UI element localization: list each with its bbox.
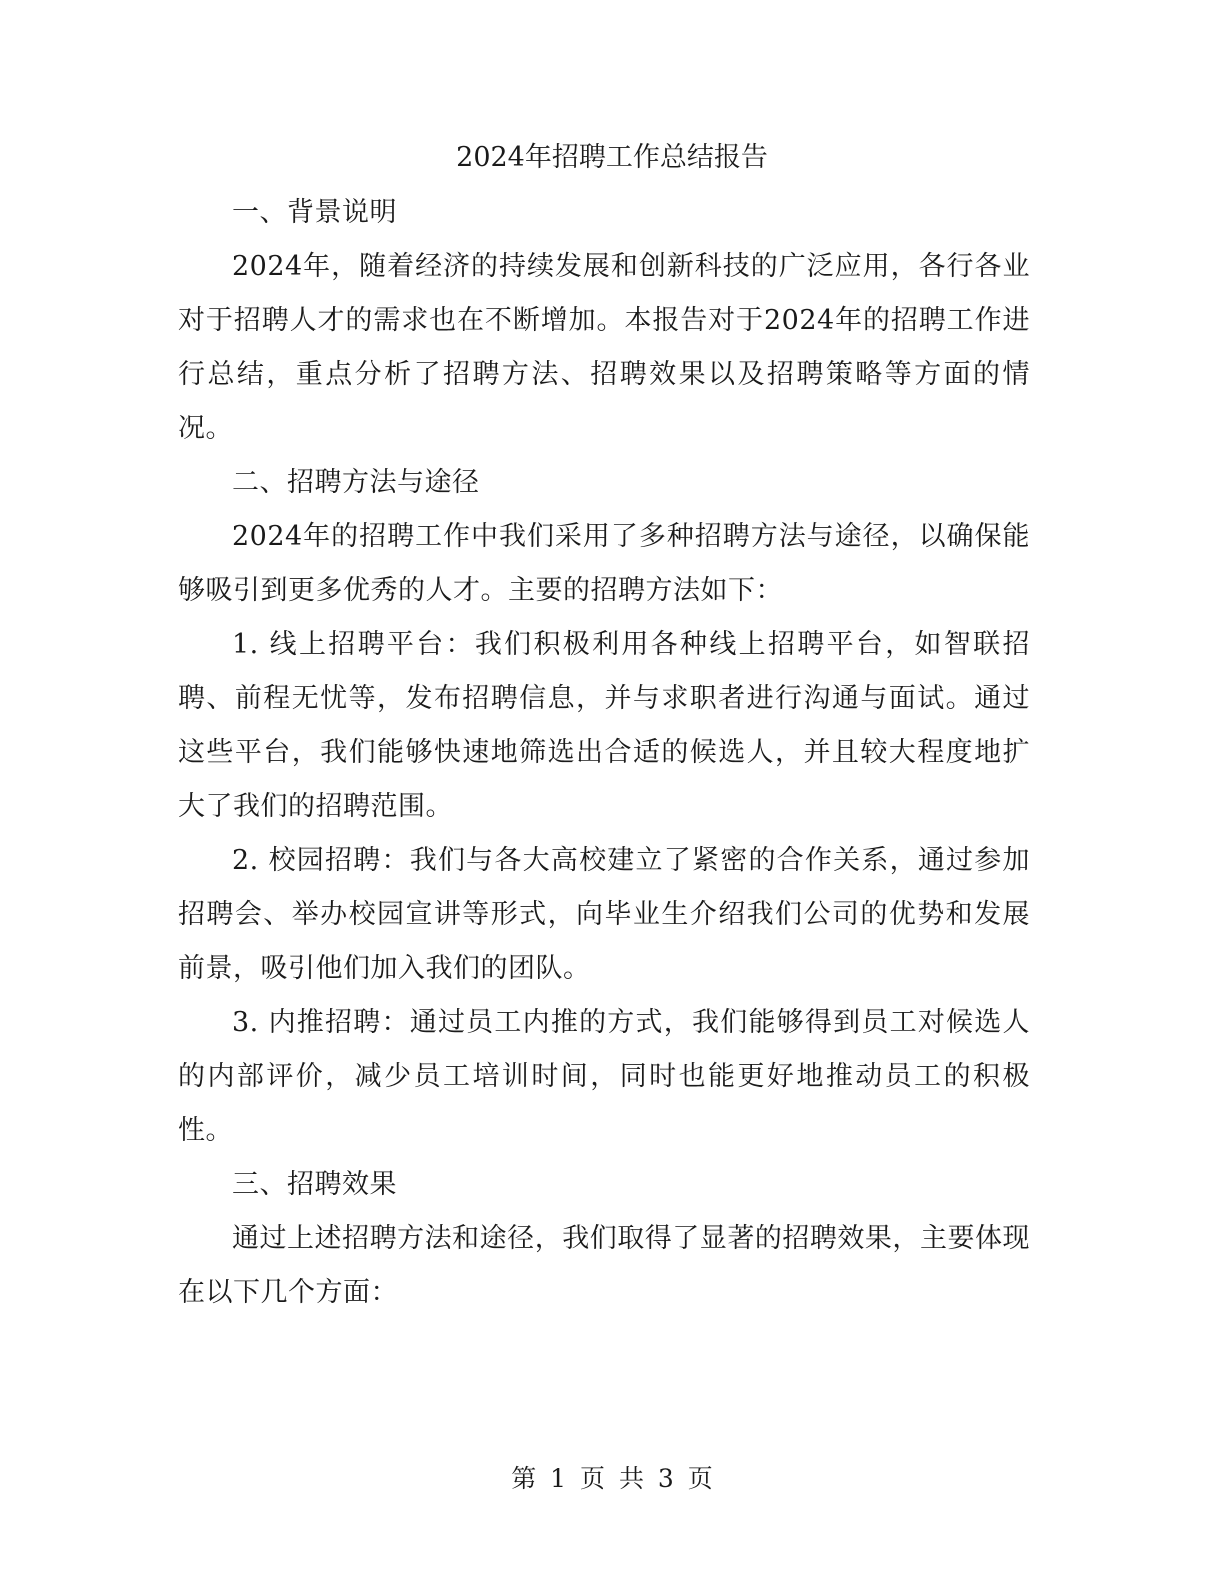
section-heading-results: 三、招聘效果 — [232, 1169, 397, 1200]
document-body — [178, 186, 1030, 1320]
list-item-referral: 3. 内推招聘：通过员工内推的方式，我们能够得到员工对候选人的内部评价，减少员工培训时间，同时也能更好地推动员工的积极性。 — [178, 1007, 1030, 1146]
paragraph-methods-intro: 2024年的招聘工作中我们采用了多种招聘方法与途径，以确保能够吸引到更多优秀的人才。主要的招聘方法如下： — [178, 521, 1030, 606]
section-heading-background: 一、背景说明 — [232, 197, 397, 228]
list-item-online-platforms: 1. 线上招聘平台：我们积极利用各种线上招聘平台，如智联招聘、前程无忧等，发布招聘信息，并与求职者进行沟通与面试。通过这些平台，我们能够快速地筛选出合适的候选人，并且较大程度地扩大了我们的招聘范围。 — [178, 629, 1030, 822]
paragraph-background: 2024年，随着经济的持续发展和创新科技的广泛应用，各行各业对于招聘人才的需求也在不断增加。本报告对于2024年的招聘工作进行总结，重点分析了招聘方法、招聘效果以及招聘策略等方面的情况。 — [178, 251, 1030, 444]
page-footer: 第 1 页 共 3 页 — [511, 1464, 713, 1493]
section-heading-methods: 二、招聘方法与途径 — [232, 467, 480, 498]
paragraph-results-intro: 通过上述招聘方法和途径，我们取得了显著的招聘效果，主要体现在以下几个方面： — [178, 1223, 1030, 1308]
list-item-campus-recruiting: 2. 校园招聘：我们与各大高校建立了紧密的合作关系，通过参加招聘会、举办校园宣讲等形式，向毕业生介绍我们公司的优势和发展前景，吸引他们加入我们的团队。 — [178, 845, 1030, 984]
document-title: 2024年招聘工作总结报告 — [456, 142, 768, 173]
